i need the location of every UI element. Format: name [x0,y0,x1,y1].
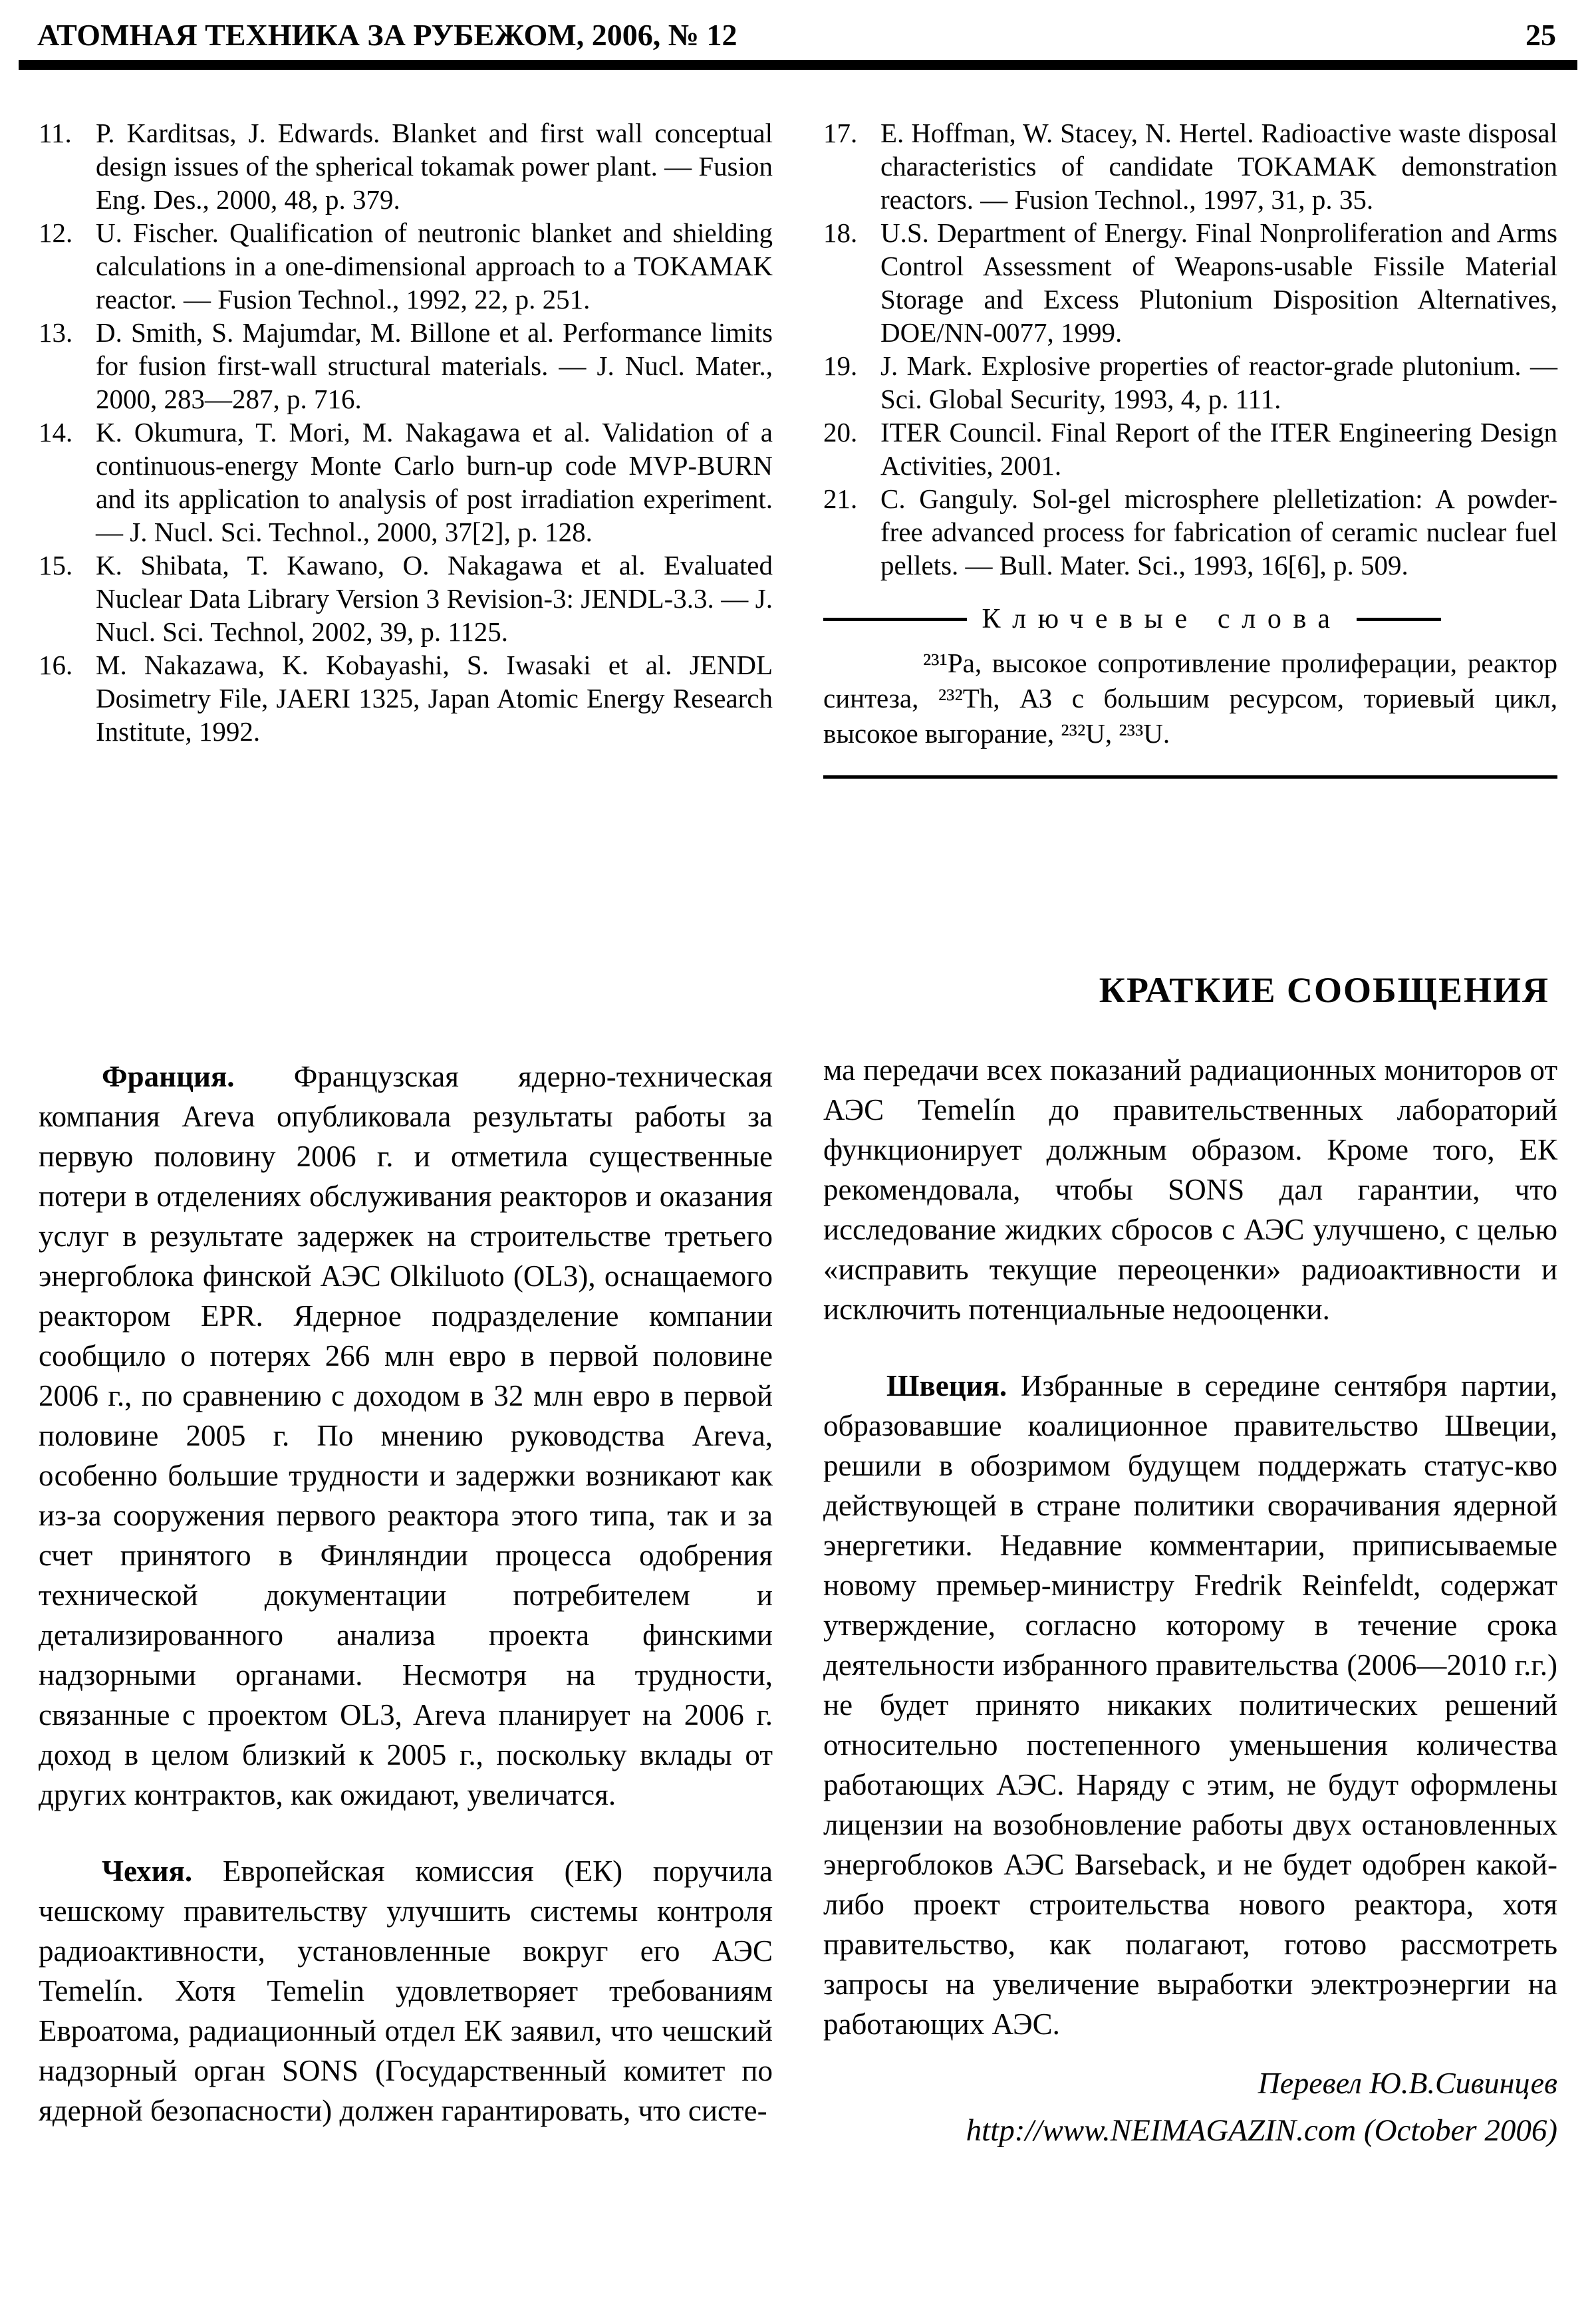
keywords-rule-left [823,618,967,621]
keywords-rule-right [1357,618,1441,621]
sweden-text: Избранные в середине сентября партии, образовавшие коалиционное правительство Швеции, решили в обозримом будущем поддержать статус-кво действующей в стране политики сворачивания ядерной энергетики. Недавние комментарии, приписываемые новому премьер-министру Fredrik Reinfeldt, содержат утверждение, согласно которому в течение срока деятельности избранного правительства (2006—2010 г.г.) не будет принято никаких политических решений относительно постепенного уменьшения количества работающих АЭС. Наряду с этим, не будут оформлены лицензии на возобновление работы двух остановленных энергоблоков АЭС Barseback, и не будет одобрен какой-либо проект строительства нового реактора, хотя правительство, как полагают, готово рассмотреть запросы на увеличение выработки электроэнергии на работающих АЭС. [823,1369,1558,2041]
reference-text: K. Shibata, T. Kawano, O. Nakagawa et al. Evaluated Nuclear Data Library Version 3 Revision-3: JENDL-3.3. — J. Nucl. Sci. Technol, 2002, 39, p. 1125. [96,550,773,647]
references-left-column [39,116,773,779]
section-heading: КРАТКИЕ СООБЩЕНИЯ [1099,970,1549,1010]
translator-line: Перевел Ю.В.Сивинцев [1258,2066,1557,2100]
header-rule [19,60,1577,70]
reference-text: U. Fischer. Qualification of neutronic blanket and shielding calculations in a one-dimensional approach to a TOKAMAK reactor. — Fusion Technol., 1992, 22, p. 251. [96,217,773,315]
keywords-heading: Ключевые слова [982,604,1342,634]
reference-text: E. Hoffman, W. Stacey, N. Hertel. Radioactive waste disposal characteristics of candidate TOKAMAK demonstration reactors. — Fusion Technol., 1997, 31, p. 35. [880,118,1557,215]
reference-text: J. Mark. Explosive properties of reactor-grade plutonium. — Sci. Global Security, 1993, 4, p. 111. [880,350,1557,414]
reference-number: 19. [823,350,858,381]
reference-text: ITER Council. Final Report of the ITER Engineering Design Activities, 2001. [880,417,1557,481]
reference-text: M. Nakazawa, K. Kobayashi, S. Iwasaki et al. JENDL Dosimetry File, JAERI 1325, Japan Atomic Energy Research Institute, 1992. [96,650,773,747]
france-lead: Франция. [102,1060,235,1093]
france-text: Французская ядерно-техническая компания Areva опубликовала результаты работы за первую половину 2006 г. и отметила существенные потери в отделениях обслуживания реакторов и оказания услуг в результате задержек на строительстве третьего энергоблока финской АЭС Olkiluoto (OL3), оснащаемого реактором EPR. Ядерное подразделение компании сообщило о потерях 266 млн евро в первой половине 2006 г., по сравнению с доходом в 32 млн евро в первой половине 2005 г. По мнению руководства Areva, особенно большие трудности и задержки возникают как из-за сооружения первого реактора этого типа, так и за счет принятого в Финляндии процесса одобрения технической документации потребителем и детализированного анализа проекта финскими надзорными органами. Несмотря на трудности, связанные с проектом OL3, Areva планирует на 2006 г. доход в целом близкий к 2005 г., поскольку вклады от других контрактов, как ожидают, увеличатся. [39,1060,773,1811]
reference-number: 21. [823,483,858,514]
page-number: 25 [1526,18,1556,52]
keywords-block [823,602,1557,779]
reference-item [39,316,773,416]
briefs-right-column [823,779,1557,2150]
reference-number: 20. [823,417,858,448]
references-right-column [823,116,1557,779]
reference-text: K. Okumura, T. Mori, M. Nakagawa et al. Validation of a continuous-energy Monte Carlo burn-up code MVP-BURN and its application to analysis of post irradiation experiment. — J. Nucl. Sci. Technol., 2000, 37[2], p. 128. [96,417,773,547]
keywords-heading-row [823,602,1557,636]
briefs-left-column [39,779,773,2150]
czech-text: Европейская комиссия (ЕК) поручила чешскому правительству улучшить системы контроля радиоактивности, установленные вокруг его АЭС Temelín. Хотя Temelin удовлетворяет требованиям Евроатома, радиационный отдел ЕК заявил, что чешский надзорный орган SONS (Государственный комитет по ядерной безопасности) должен гарантировать, что систе- [39,1855,773,2127]
reference-number: 17. [823,118,858,148]
sweden-paragraph [823,1366,1557,2044]
reference-number: 11. [39,118,72,148]
reference-item [39,549,773,648]
reference-text: D. Smith, S. Majumdar, M. Billone et al. Performance limits for fusion first-wall structural materials. — J. Nucl. Mater., 2000, 283—287, p. 716. [96,317,773,414]
reference-number: 14. [39,417,73,448]
reference-item [39,648,773,748]
reference-item [823,482,1557,582]
reference-number: 16. [39,650,73,680]
briefs-section [0,779,1596,2150]
source-line: http://www.NEIMAGAZIN.com (October 2006) [966,2113,1557,2148]
reference-item [823,116,1557,216]
reference-item [39,416,773,549]
sweden-lead: Швеция. [886,1369,1007,1402]
reference-item [823,416,1557,482]
reference-number: 15. [39,550,73,581]
reference-item [823,216,1557,349]
reference-item [39,116,773,216]
reference-number: 12. [39,217,73,248]
reference-item [39,216,773,316]
czech-lead: Чехия. [102,1855,193,1888]
reference-text: U.S. Department of Energy. Final Nonproliferation and Arms Control Assessment of Weapons-usable Fissile Material Storage and Excess Plutonium Disposition Alternatives, DOE/NN-0077, 1999. [880,217,1557,348]
czech-paragraph [39,1851,773,2130]
czech-continuation-paragraph: ма передачи всех показаний радиационных мониторов от АЭС Temelín до правительственных лабораторий функционирует должным образом. Кроме того, ЕК рекомендовала, чтобы SONS дал гарантии, что исследование жидких сбросов с АЭС улучшено, с целью «исправить текущие переоценки» радиоактивности и исключить потенциальные недооценки. [823,1053,1557,1326]
reference-item [823,349,1557,416]
reference-number: 13. [39,317,73,348]
keywords-text: ²³¹Pa, высокое сопротивление пролиферации, реактор синтеза, ²³²Th, АЗ с большим ресурсом, ториевый цикл, высокое выгорание, ²³²U, ²³³U. [823,648,1557,749]
reference-text: P. Karditsas, J. Edwards. Blanket and first wall conceptual design issues of the spherical tokamak power plant. — Fusion Eng. Des., 2000, 48, p. 379. [96,118,773,215]
reference-text: C. Ganguly. Sol-gel microsphere plelletization: A powder-free advanced process for fabrication of ceramic nuclear fuel pellets. — Bull. Mater. Sci., 1993, 16[6], p. 509. [880,483,1557,581]
reference-number: 18. [823,217,858,248]
page-header [0,0,1596,53]
france-paragraph [39,1057,773,1815]
journal-title: АТОМНАЯ ТЕХНИКА ЗА РУБЕЖОМ, 2006, № 12 [37,18,737,52]
references-section [0,116,1596,779]
